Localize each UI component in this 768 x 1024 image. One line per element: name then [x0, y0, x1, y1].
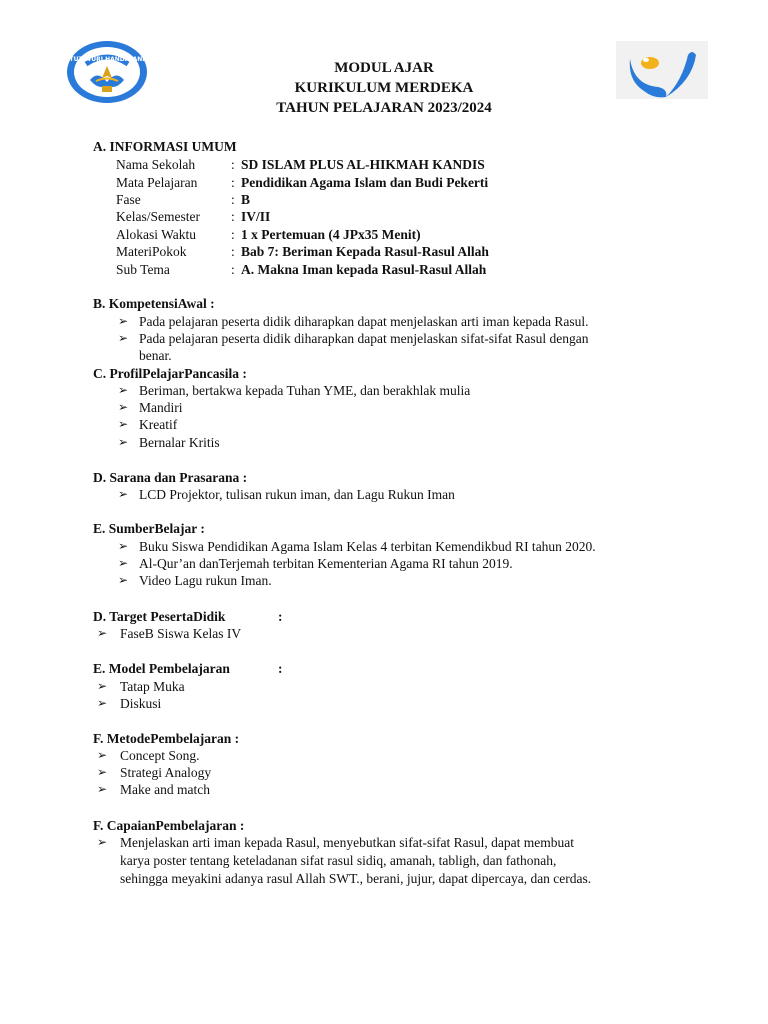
paragraph-line: karya poster tentang keteladanan sifat rasul sidiq, amanah, tabligh, dan fathonah, [120, 853, 557, 868]
arrow-bullet-icon: ➢ [118, 400, 129, 414]
list-item: Kreatif [139, 417, 178, 432]
list-item: LCD Projektor, tulisan rukun iman, dan Lagu Rukun Iman [139, 487, 455, 502]
list-item: Strategi Analogy [120, 765, 212, 780]
section-kompetensi-awal-heading: B. KompetensiAwal : [93, 296, 215, 311]
list-item: Tatap Muka [120, 679, 185, 694]
section-capaian-heading: F. CapaianPembelajaran : [93, 818, 245, 833]
arrow-bullet-icon: ➢ [118, 314, 129, 328]
paragraph-line: Menjelaskan arti iman kepada Rasul, menyebutkan sifat-sifat Rasul, dapat membuat [120, 835, 574, 850]
arrow-bullet-icon: ➢ [118, 383, 129, 397]
list-item: Bernalar Kritis [139, 435, 220, 450]
info-colon: : [231, 192, 235, 207]
info-label: Kelas/Semester [116, 209, 200, 224]
arrow-bullet-icon: ➢ [118, 556, 129, 570]
info-colon: : [231, 262, 235, 277]
section-sumber-belajar-heading: E. SumberBelajar : [93, 521, 205, 536]
list-item: Video Lagu rukun Iman. [139, 573, 272, 588]
arrow-bullet-icon: ➢ [97, 679, 108, 693]
list-item: Diskusi [120, 696, 162, 711]
section-target-heading: D. Target PesertaDidik [93, 609, 226, 624]
info-colon: : [231, 244, 235, 259]
arrow-bullet-icon: ➢ [97, 696, 108, 710]
section-profil-pancasila-heading: C. ProfilPelajarPancasila : [93, 366, 247, 381]
section-model-colon: : [278, 661, 283, 676]
arrow-bullet-icon: ➢ [97, 765, 108, 779]
info-colon: : [231, 227, 235, 242]
info-colon: : [231, 209, 235, 224]
arrow-bullet-icon: ➢ [97, 748, 108, 762]
info-label: Alokasi Waktu [116, 227, 197, 242]
list-item: Mandiri [139, 400, 183, 415]
info-label: MateriPokok [116, 244, 187, 259]
section-metode-heading: F. MetodePembelajaran : [93, 731, 240, 746]
arrow-bullet-icon: ➢ [118, 417, 129, 431]
arrow-bullet-icon: ➢ [97, 782, 108, 796]
title-line-2: KURIKULUM MERDEKA [294, 80, 474, 96]
section-target-colon: : [278, 609, 283, 624]
list-item-continuation: benar. [139, 348, 172, 363]
section-informasi-umum-heading: A. INFORMASI UMUM [93, 139, 237, 154]
list-item: Beriman, bertakwa kepada Tuhan YME, dan berakhlak mulia [139, 383, 471, 398]
info-value-nama-sekolah: SD ISLAM PLUS AL-HIKMAH KANDIS [241, 157, 485, 172]
arrow-bullet-icon: ➢ [118, 539, 129, 553]
title-line-3: TAHUN PELAJARAN 2023/2024 [276, 100, 492, 116]
arrow-bullet-icon: ➢ [118, 487, 129, 501]
info-label: Sub Tema [116, 262, 170, 277]
list-item: Buku Siswa Pendidikan Agama Islam Kelas 4 terbitan Kemendikbud RI tahun 2020. [139, 539, 596, 554]
paragraph-line: sehingga meyakini adanya rasul Allah SWT., berani, jujur, dapat dipercaya, dan cerdas. [120, 871, 592, 886]
info-value-kelas-semester: IV/II [241, 209, 271, 224]
info-value-materi-pokok: Bab 7: Beriman Kepada Rasul-Rasul Allah [241, 244, 489, 259]
list-item: Al-Qur’an danTerjemah terbitan Kementerian Agama RI tahun 2019. [139, 556, 513, 571]
title-line-1: MODUL AJAR [334, 60, 434, 76]
section-model-heading: E. Model Pembelajaran [93, 661, 230, 676]
arrow-bullet-icon: ➢ [118, 573, 129, 587]
info-label: Mata Pelajaran [116, 175, 198, 190]
info-value-alokasi-waktu: 1 x Pertemuan (4 JPx35 Menit) [241, 227, 421, 242]
arrow-bullet-icon: ➢ [97, 835, 108, 849]
arrow-bullet-icon: ➢ [97, 626, 108, 640]
list-item: Concept Song. [120, 748, 200, 763]
section-sarana-heading: D. Sarana dan Prasarana : [93, 470, 248, 485]
info-value-fase: B [241, 192, 251, 207]
document-title [0, 58, 768, 118]
logo-lettering: TUT WURI HANDAYANI [69, 56, 145, 63]
info-colon: : [231, 157, 235, 172]
list-item: FaseB Siswa Kelas IV [120, 626, 242, 641]
info-label: Nama Sekolah [116, 157, 196, 172]
info-colon: : [231, 175, 235, 190]
info-value-sub-tema: A. Makna Iman kepada Rasul-Rasul Allah [241, 262, 487, 277]
list-item: Make and match [120, 782, 210, 797]
list-item: Pada pelajaran peserta didik diharapkan dapat menjelaskan arti iman kepada Rasul. [139, 314, 589, 329]
info-value-mata-pelajaran: Pendidikan Agama Islam dan Budi Pekerti [241, 175, 489, 190]
list-item: Pada pelajaran peserta didik diharapkan dapat menjelaskan sifat-sifat Rasul dengan [139, 331, 589, 346]
arrow-bullet-icon: ➢ [118, 331, 129, 345]
info-label: Fase [116, 192, 141, 207]
arrow-bullet-icon: ➢ [118, 435, 129, 449]
